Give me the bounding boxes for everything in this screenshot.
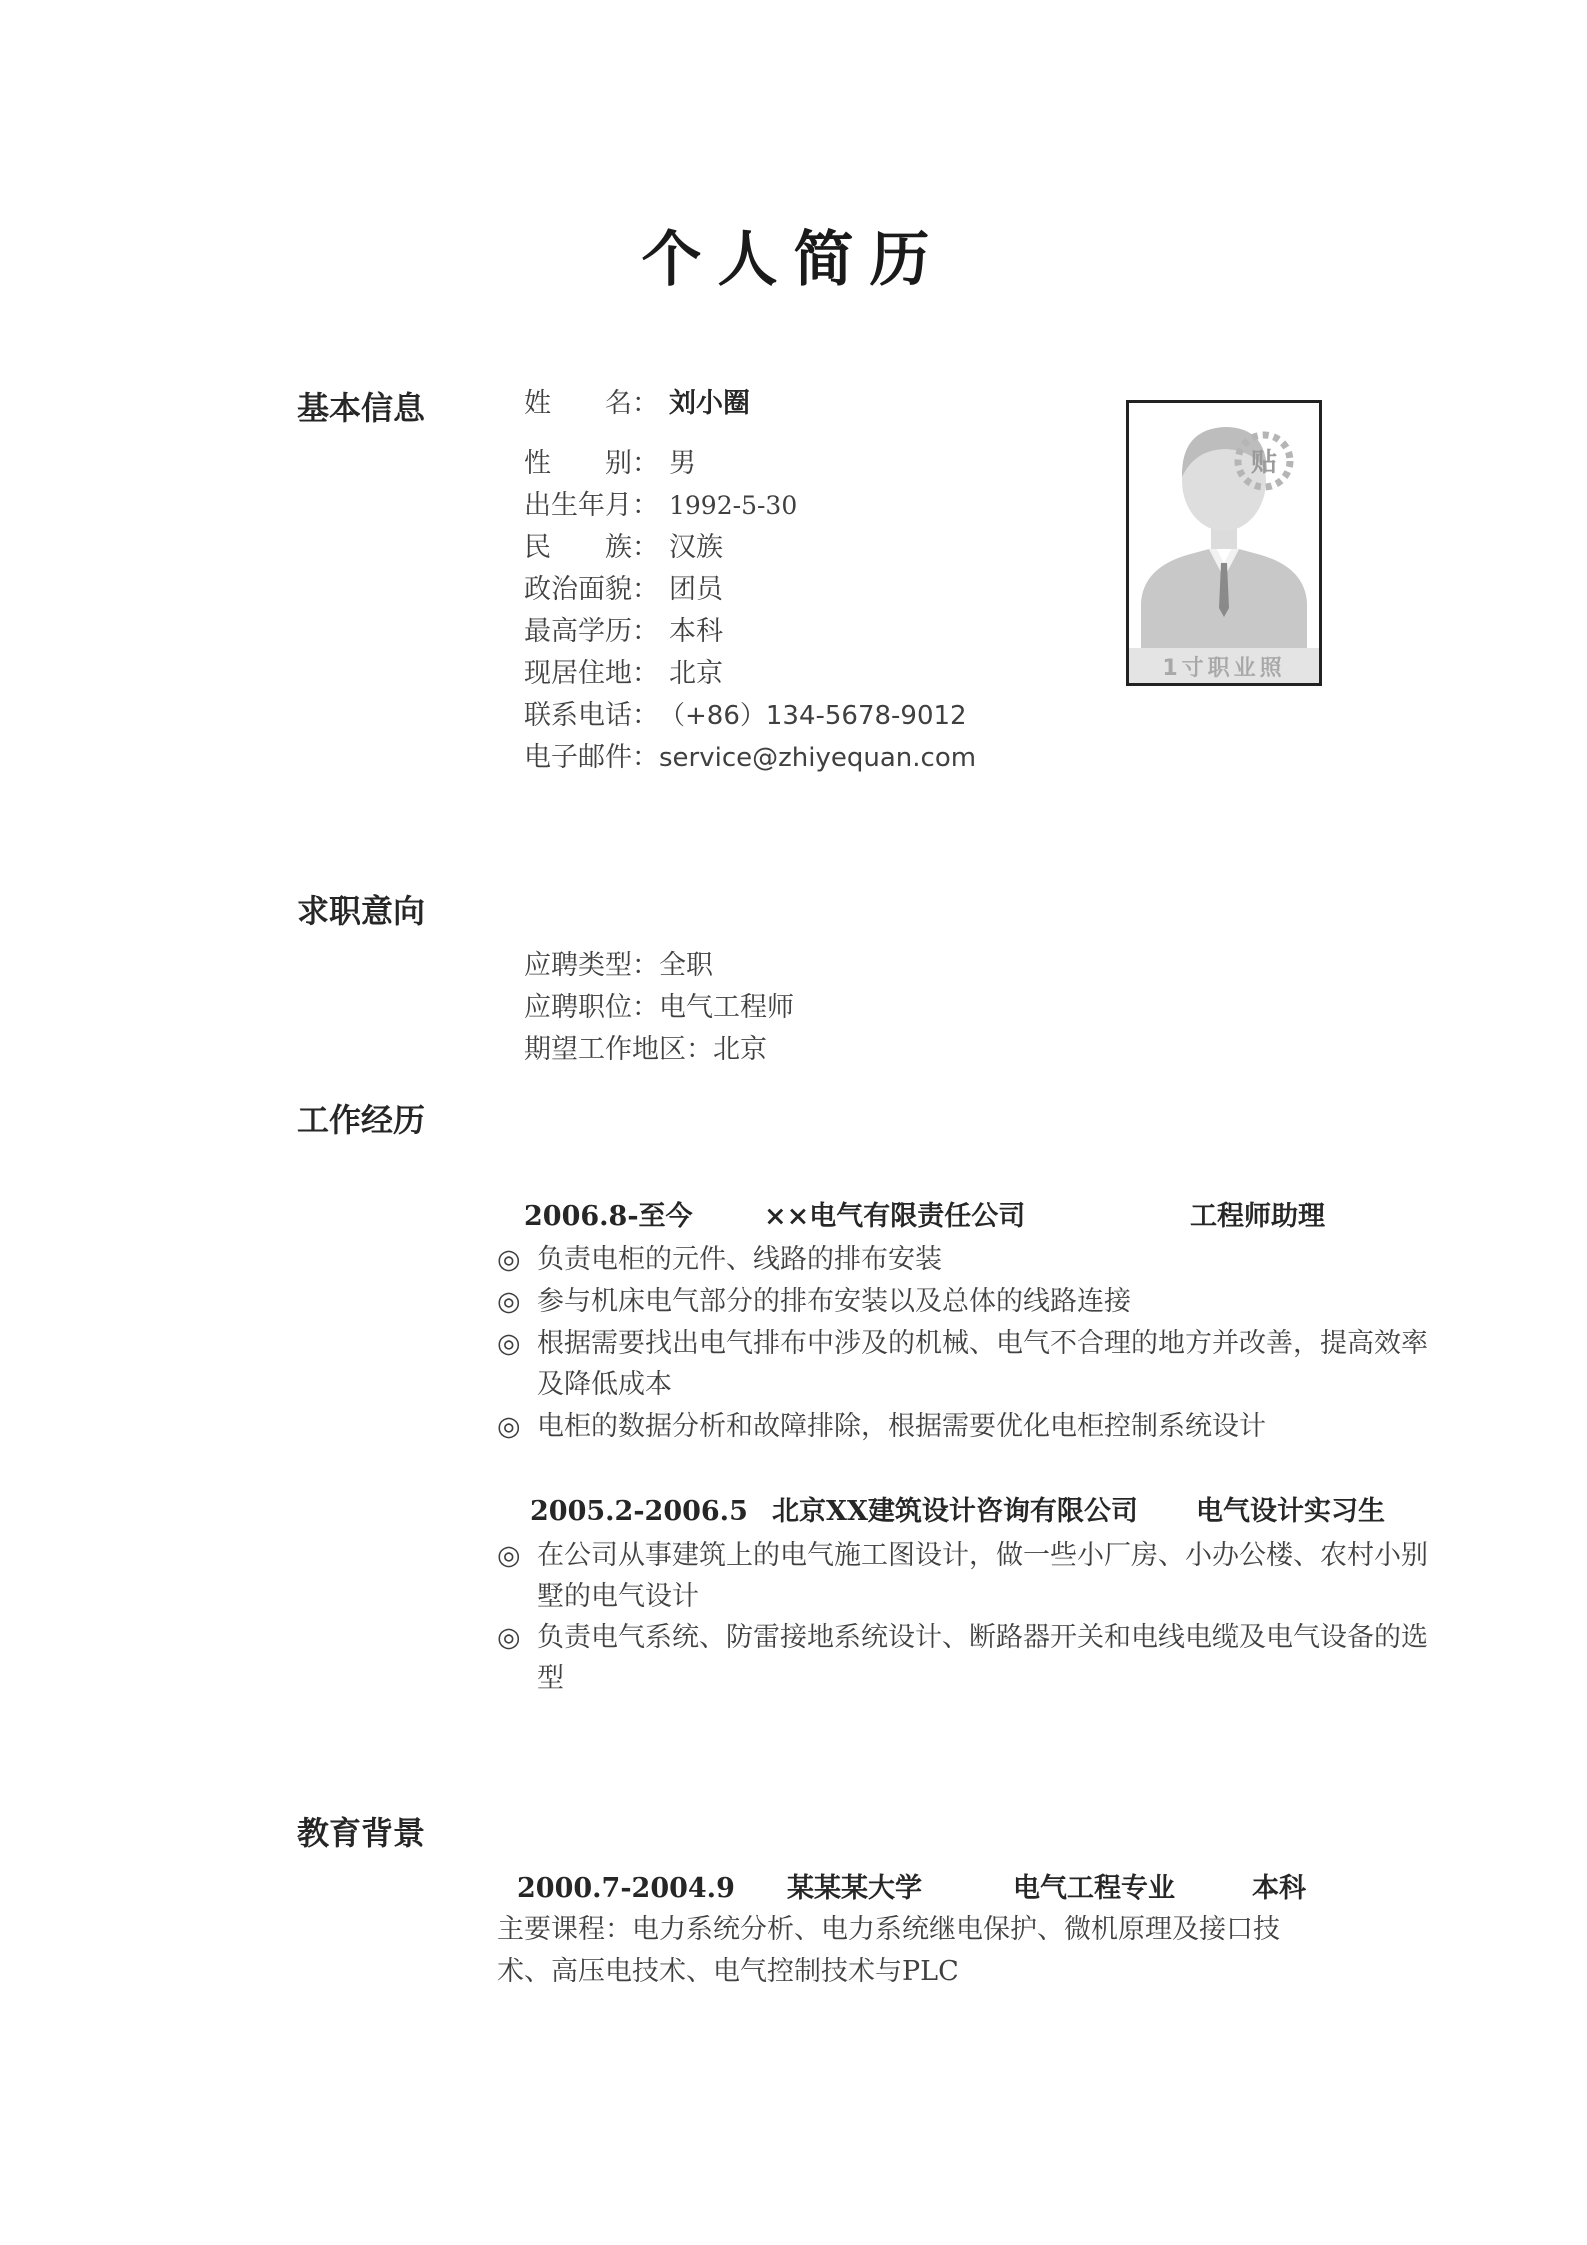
ethnic-row (524, 530, 723, 566)
job-1-bullet-3: 根据需要找出电气排布中涉及的机械、电气不合理的地方并改善，提高效率及降低成本 (537, 1328, 1428, 1400)
section-job-intent-heading: 求职意向 (297, 892, 426, 930)
bullet-mark: ◎ (497, 1244, 521, 1275)
email-label: 电子邮件： (524, 742, 659, 773)
job-1-bullet-4: 电柜的数据分析和故障排除，根据需要优化电柜控制系统设计 (537, 1411, 1266, 1442)
section-work-heading: 工作经历 (297, 1101, 426, 1139)
section-basic-info-heading: 基本信息 (297, 389, 426, 427)
political-label: 政治面貌： (524, 574, 659, 605)
phone-label: 联系电话： (524, 700, 659, 731)
gender-label: 性 别： (524, 448, 659, 479)
job-1-bullet-1: 负责电柜的元件、线路的排布安装 (537, 1244, 942, 1275)
job-location-row (524, 1032, 767, 1068)
job-2-bullet-1: 在公司从事建筑上的电气施工图设计，做一些小厂房、小办公楼、农村小别墅的电气设计 (537, 1540, 1428, 1612)
political-row (524, 572, 723, 608)
job-type-row (524, 948, 713, 984)
address-label: 现居住地： (524, 658, 659, 689)
degree-value: 本科 (669, 616, 723, 647)
bullet-mark: ◎ (497, 1286, 521, 1317)
job-2-period: 2005.2-2006.5 (530, 1496, 748, 1527)
edu-period: 2000.7-2004.9 (517, 1873, 735, 1904)
address-value: 北京 (669, 658, 723, 689)
section-education-heading: 教育背景 (297, 1814, 426, 1852)
photo-placeholder (1126, 400, 1322, 686)
list-item (497, 1535, 1437, 1617)
edu-school: 某某某大学 (787, 1873, 922, 1904)
job-position-value: 电气工程师 (659, 992, 794, 1023)
edu-major: 电气工程专业 (1013, 1873, 1175, 1904)
gender-value: 男 (669, 448, 696, 479)
degree-row (524, 614, 723, 650)
address-row (524, 656, 723, 692)
email-value: service@zhiyequan.com (659, 743, 977, 773)
job-2-bullet-2: 负责电气系统、防雷接地系统设计、断路器开关和电线电缆及电气设备的选型 (537, 1622, 1428, 1694)
job-location-label: 期望工作地区： (524, 1034, 713, 1065)
page-title: 个人简历 (641, 225, 946, 295)
list-item (497, 1239, 1437, 1280)
edu-courses-line-2: 术、高压电技术、电气控制技术与PLC (497, 1956, 959, 1987)
phone-value: （+86）134-5678-9012 (659, 701, 967, 731)
birth-label: 出生年月： (524, 490, 659, 521)
gender-row (524, 446, 696, 482)
job-1-bullet-2: 参与机床电气部分的排布安装以及总体的线路连接 (537, 1286, 1131, 1317)
job-type-value: 全职 (659, 950, 713, 981)
political-value: 团员 (669, 574, 723, 605)
bullet-mark: ◎ (497, 1540, 521, 1571)
name-row (524, 386, 750, 422)
job-2-role: 电气设计实习生 (1196, 1496, 1385, 1527)
ethnic-value: 汉族 (669, 532, 723, 563)
job-location-value: 北京 (713, 1034, 767, 1065)
list-item (497, 1406, 1437, 1447)
edu-degree: 本科 (1252, 1873, 1306, 1904)
job-position-row (524, 990, 794, 1026)
bullet-mark: ◎ (497, 1411, 521, 1442)
name-value: 刘小圈 (669, 388, 750, 419)
job-type-label: 应聘类型： (524, 950, 659, 981)
bullet-mark: ◎ (497, 1622, 521, 1653)
phone-row (524, 698, 967, 734)
job-1-period: 2006.8-至今 (524, 1201, 693, 1232)
birth-row (524, 488, 797, 524)
list-item (497, 1323, 1437, 1405)
bullet-mark: ◎ (497, 1328, 521, 1359)
birth-value: 1992-5-30 (669, 491, 798, 520)
job-position-label: 应聘职位： (524, 992, 659, 1023)
degree-label: 最高学历： (524, 616, 659, 647)
list-item (497, 1281, 1437, 1322)
job-1-company: ××电气有限责任公司 (764, 1201, 1026, 1232)
photo-caption: 1寸职业照 (1162, 656, 1286, 681)
job-2-company: 北京XX建筑设计咨询有限公司 (772, 1496, 1138, 1527)
edu-courses-line-1: 主要课程：电力系统分析、电力系统继电保护、微机原理及接口技 (497, 1914, 1280, 1945)
name-label: 姓 名： (524, 388, 659, 419)
avatar-silhouette-icon (1129, 403, 1319, 683)
ethnic-label: 民 族： (524, 532, 659, 563)
list-item (497, 1617, 1437, 1699)
email-row (524, 740, 976, 776)
job-1-role: 工程师助理 (1190, 1201, 1325, 1232)
svg-text:贴: 贴 (1251, 448, 1278, 478)
